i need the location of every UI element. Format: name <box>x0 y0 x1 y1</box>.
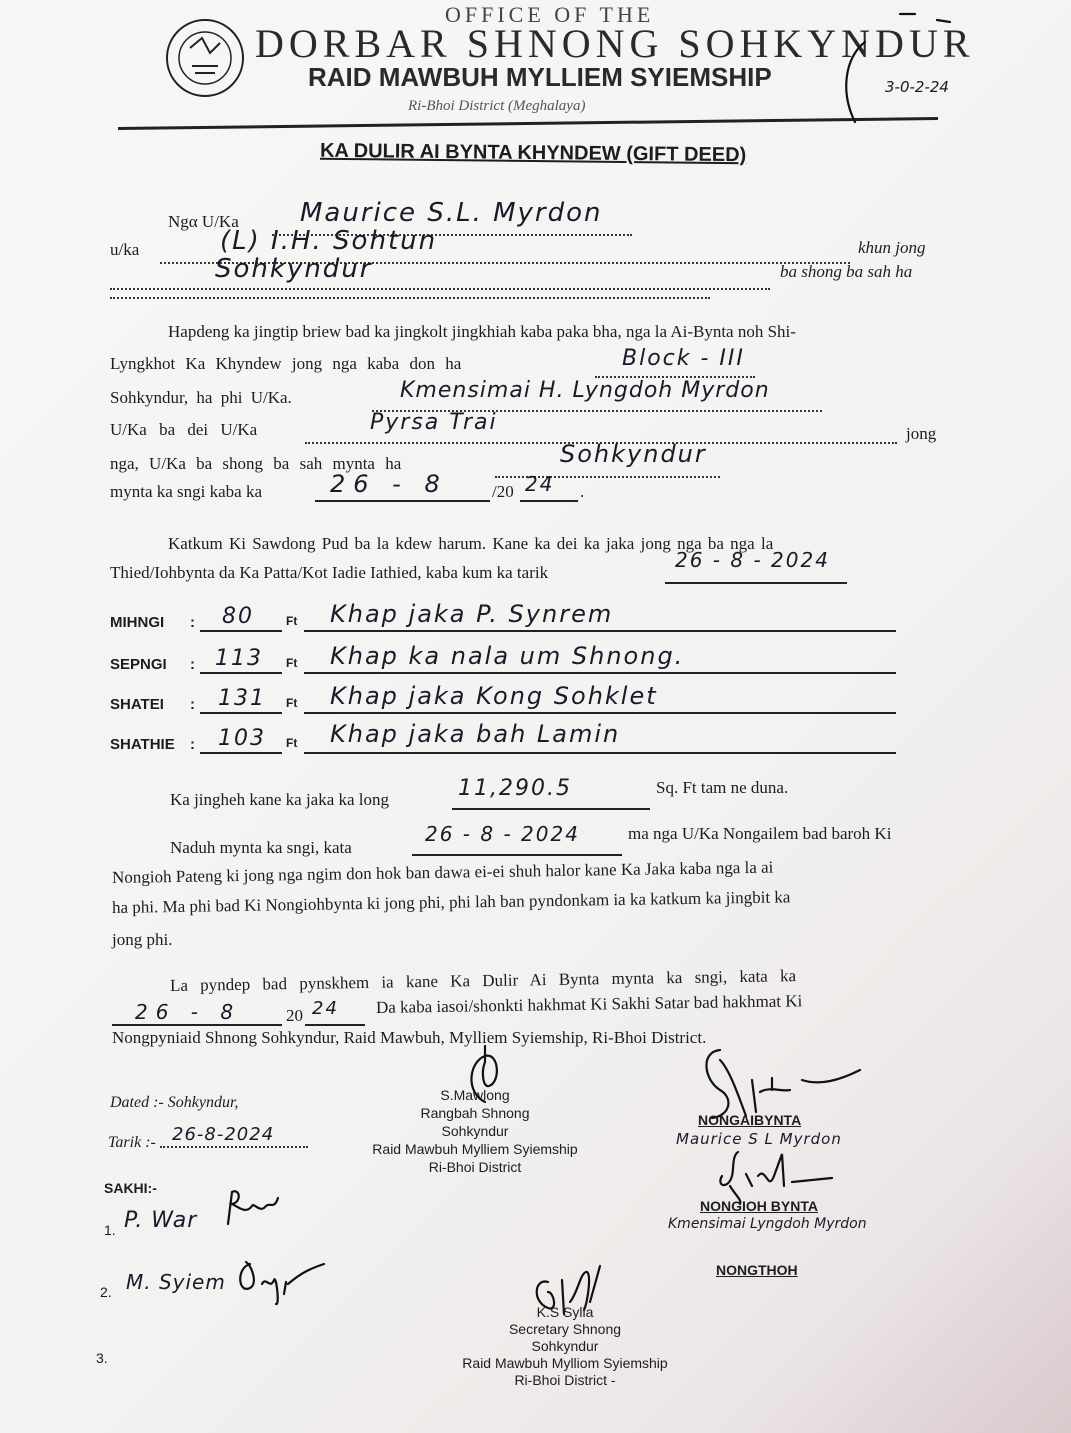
donee-village: Sohkyndur <box>560 440 707 468</box>
donor-village: Sohkyndur <box>215 254 373 284</box>
para4-line3: Nongpyniaid Shnong Sohkyndur, Raid Mawbuh, Mylliem Syiemship, Ri-Bhoi District. <box>112 1028 707 1047</box>
boundary-desc: Khap jaka Kong Sohklet <box>330 682 658 710</box>
donee-name: Kmensimai H. Lyngdoh Myrdon <box>400 378 770 403</box>
intro-line-3b <box>110 285 710 299</box>
boundary-value: 80 <box>222 604 254 629</box>
nongaibynta-label: NONGAIBYNTA <box>698 1112 802 1128</box>
para2-line2: Thied/Iohbynta da Ka Patta/Kot Iadie Iathied, kaba kum ka tarik <box>110 563 549 582</box>
witness-3-no: 3. <box>96 1350 108 1366</box>
office-seal <box>150 8 260 103</box>
witness-2-no: 2. <box>100 1284 112 1300</box>
witness-1-no: 1. <box>104 1222 116 1238</box>
boundary-value: 131 <box>218 686 266 711</box>
boundary-label: MIHNGI <box>110 614 165 631</box>
para4-line1: La pyndep bad pynskhem ia kane Ka Dulir Ai Bynta mynta ka sngi, kata ka <box>169 966 797 995</box>
para3-line1: Naduh mynta ka sngi, kata <box>170 838 352 857</box>
para1-line4-jong: jong <box>906 424 937 443</box>
para3-line4: jong phi. <box>112 930 173 949</box>
rangbah-title: Rangbah Shnong <box>420 1105 530 1121</box>
para1-line3: Sohkyndur, ha phi U/Ka. <box>110 388 292 407</box>
para3-line3: ha phi. Ma phi bad Ki Nongiohbynta ki jong phi, phi lah ban pyndonkam ia ka katkum ka jingbit ka <box>111 887 791 917</box>
boundary-label: SEPNGI <box>110 656 167 673</box>
donor-name: Maurice S.L. Myrdon <box>300 198 603 228</box>
para1-line6: mynta ka sngi kaba ka <box>110 482 263 501</box>
witness-2-signature <box>232 1254 327 1309</box>
secretary-block <box>430 1304 700 1389</box>
witness-1-signature <box>222 1184 282 1229</box>
boundary-colon: : <box>190 736 195 753</box>
boundary-colon: : <box>190 656 195 673</box>
header-office: OFFICE OF THE <box>445 2 655 27</box>
tarik-value: 26-8-2024 <box>172 1124 275 1145</box>
rangbah-district: Ri-Bhoi District <box>428 1159 522 1175</box>
para1-line6-20: /20 <box>492 482 514 501</box>
deed-date-year: 24 <box>525 472 555 496</box>
boundary-label: SHATEI <box>110 696 164 713</box>
header-district: Ri-Bhoi District (Meghalaya) <box>408 98 586 114</box>
witness-2-name: M. Syiem <box>126 1270 226 1294</box>
boundary-unit: Ft <box>286 614 298 628</box>
intro-prefix-1: Ngα U/Ka <box>168 212 239 231</box>
donee-father: Pyrsa Trai <box>370 410 498 435</box>
tarik-label: Tarik :- <box>108 1134 156 1151</box>
deed-date-day: 26 - 8 <box>330 470 448 498</box>
boundary-desc: Khap jaka bah Lamin <box>330 720 621 748</box>
secretary-title: Secretary Shnong <box>508 1321 622 1337</box>
para3-line1-end: ma nga U/Ka Nongailem bad baroh Ki <box>628 824 892 843</box>
rangbah-signature <box>455 1042 525 1112</box>
boundary-value: 103 <box>218 726 266 751</box>
nongiohbynta-name: Kmensimai Lyngdoh Myrdon <box>668 1216 867 1232</box>
patta-date: 26 - 8 - 2024 <box>675 548 830 572</box>
para4-line2-20: 20 <box>286 1006 303 1025</box>
transfer-date: 26 - 8 - 2024 <box>425 822 580 846</box>
execution-date-year: 24 <box>312 998 339 1019</box>
execution-date-day: 26 - 8 <box>135 1000 242 1024</box>
intro-suffix-2: khun jong <box>858 238 926 257</box>
secretary-district: Ri-Bhoi District - <box>514 1372 616 1388</box>
donee-signature <box>702 1146 842 1206</box>
rangbah-name: S.Mawlong <box>440 1087 510 1103</box>
boundary-colon: : <box>190 614 195 631</box>
boundary-colon: : <box>190 696 195 713</box>
header-org: DORBAR SHNONG SOHKYNDUR <box>255 21 975 66</box>
para1-line5: nga, U/Ka ba shong ba sah mynta ha <box>110 454 402 473</box>
boundary-label: SHATHIE <box>110 736 175 753</box>
para4-line2-end: Da kaba iasoi/shonkti hakhmat Ki Sakhi Satar bad hakhmat Ki <box>375 991 803 1017</box>
para1-line4: U/Ka ba dei U/Ka <box>110 420 258 439</box>
header-sub: RAID MAWBUH MYLLIEM SYIEMSHIP <box>308 62 772 92</box>
deed-title: KA DULIR AI BYNTA KHYNDEW (GIFT DEED) <box>319 139 747 167</box>
para1-line1: Hapdeng ka jingtip briew bad ka jingkolt jingkhiah kaba paka bha, nga la Ai-Bynta noh Shi- <box>168 322 796 341</box>
boundary-value: 113 <box>215 646 263 671</box>
nongiohbynta-label: NONGIOH BYNTA <box>700 1198 818 1214</box>
area-suffix: Sq. Ft tam ne duna. <box>656 778 789 797</box>
boundary-desc: Khap ka nala um Shnong. <box>330 642 685 670</box>
secretary-village: Sohkyndur <box>531 1338 599 1354</box>
boundary-unit: Ft <box>286 736 298 750</box>
nongaibynta-name: Maurice S L Myrdon <box>676 1130 842 1148</box>
rangbah-village: Sohkyndur <box>441 1123 509 1139</box>
para2-line1: Katkum Ki Sawdong Pud ba la kdew harum. Kane ka dei ka jaka jong nga ba nga la <box>168 534 774 553</box>
header-rule <box>118 117 938 130</box>
intro-prefix-2: u/ka <box>110 240 140 259</box>
donor-father: (L) I.H. Sohtun <box>220 226 438 256</box>
secretary-raid: Raid Mawbuh Mylliom Syiemship <box>462 1355 668 1371</box>
boundary-desc: Khap jaka P. Synrem <box>330 600 614 628</box>
plot-location: Block - III <box>622 346 745 371</box>
nongthoh-label: NONGTHOH <box>716 1262 798 1278</box>
secretary-name: K.S Sylla <box>536 1304 594 1320</box>
corner-stamp-arc <box>825 12 965 142</box>
rangbah-raid: Raid Mawbuh Mylliem Syiemship <box>372 1141 578 1157</box>
corner-date: 3-0-2-24 <box>885 78 949 96</box>
para3-line2: Nongioh Pateng ki jong nga ngim don hok ban dawa ei-ei shuh halor kane Ka Jaka kaba nga la ai <box>111 857 774 887</box>
boundary-unit: Ft <box>286 696 298 710</box>
intro-suffix-3: ba shong ba sah ha <box>780 262 913 281</box>
boundary-unit: Ft <box>286 656 298 670</box>
dated-label: Dated :- Sohkyndur, <box>110 1094 239 1111</box>
area-value: 11,290.5 <box>458 776 572 801</box>
sakhi-label: SAKHI:- <box>104 1180 157 1196</box>
para1-line2: Lyngkhot Ka Khyndew jong nga kaba don ha <box>110 354 462 373</box>
witness-1-name: P. War <box>124 1208 198 1233</box>
area-prefix: Ka jingheh kane ka jaka ka long <box>170 790 390 809</box>
para1-line6-end: . <box>580 482 585 501</box>
